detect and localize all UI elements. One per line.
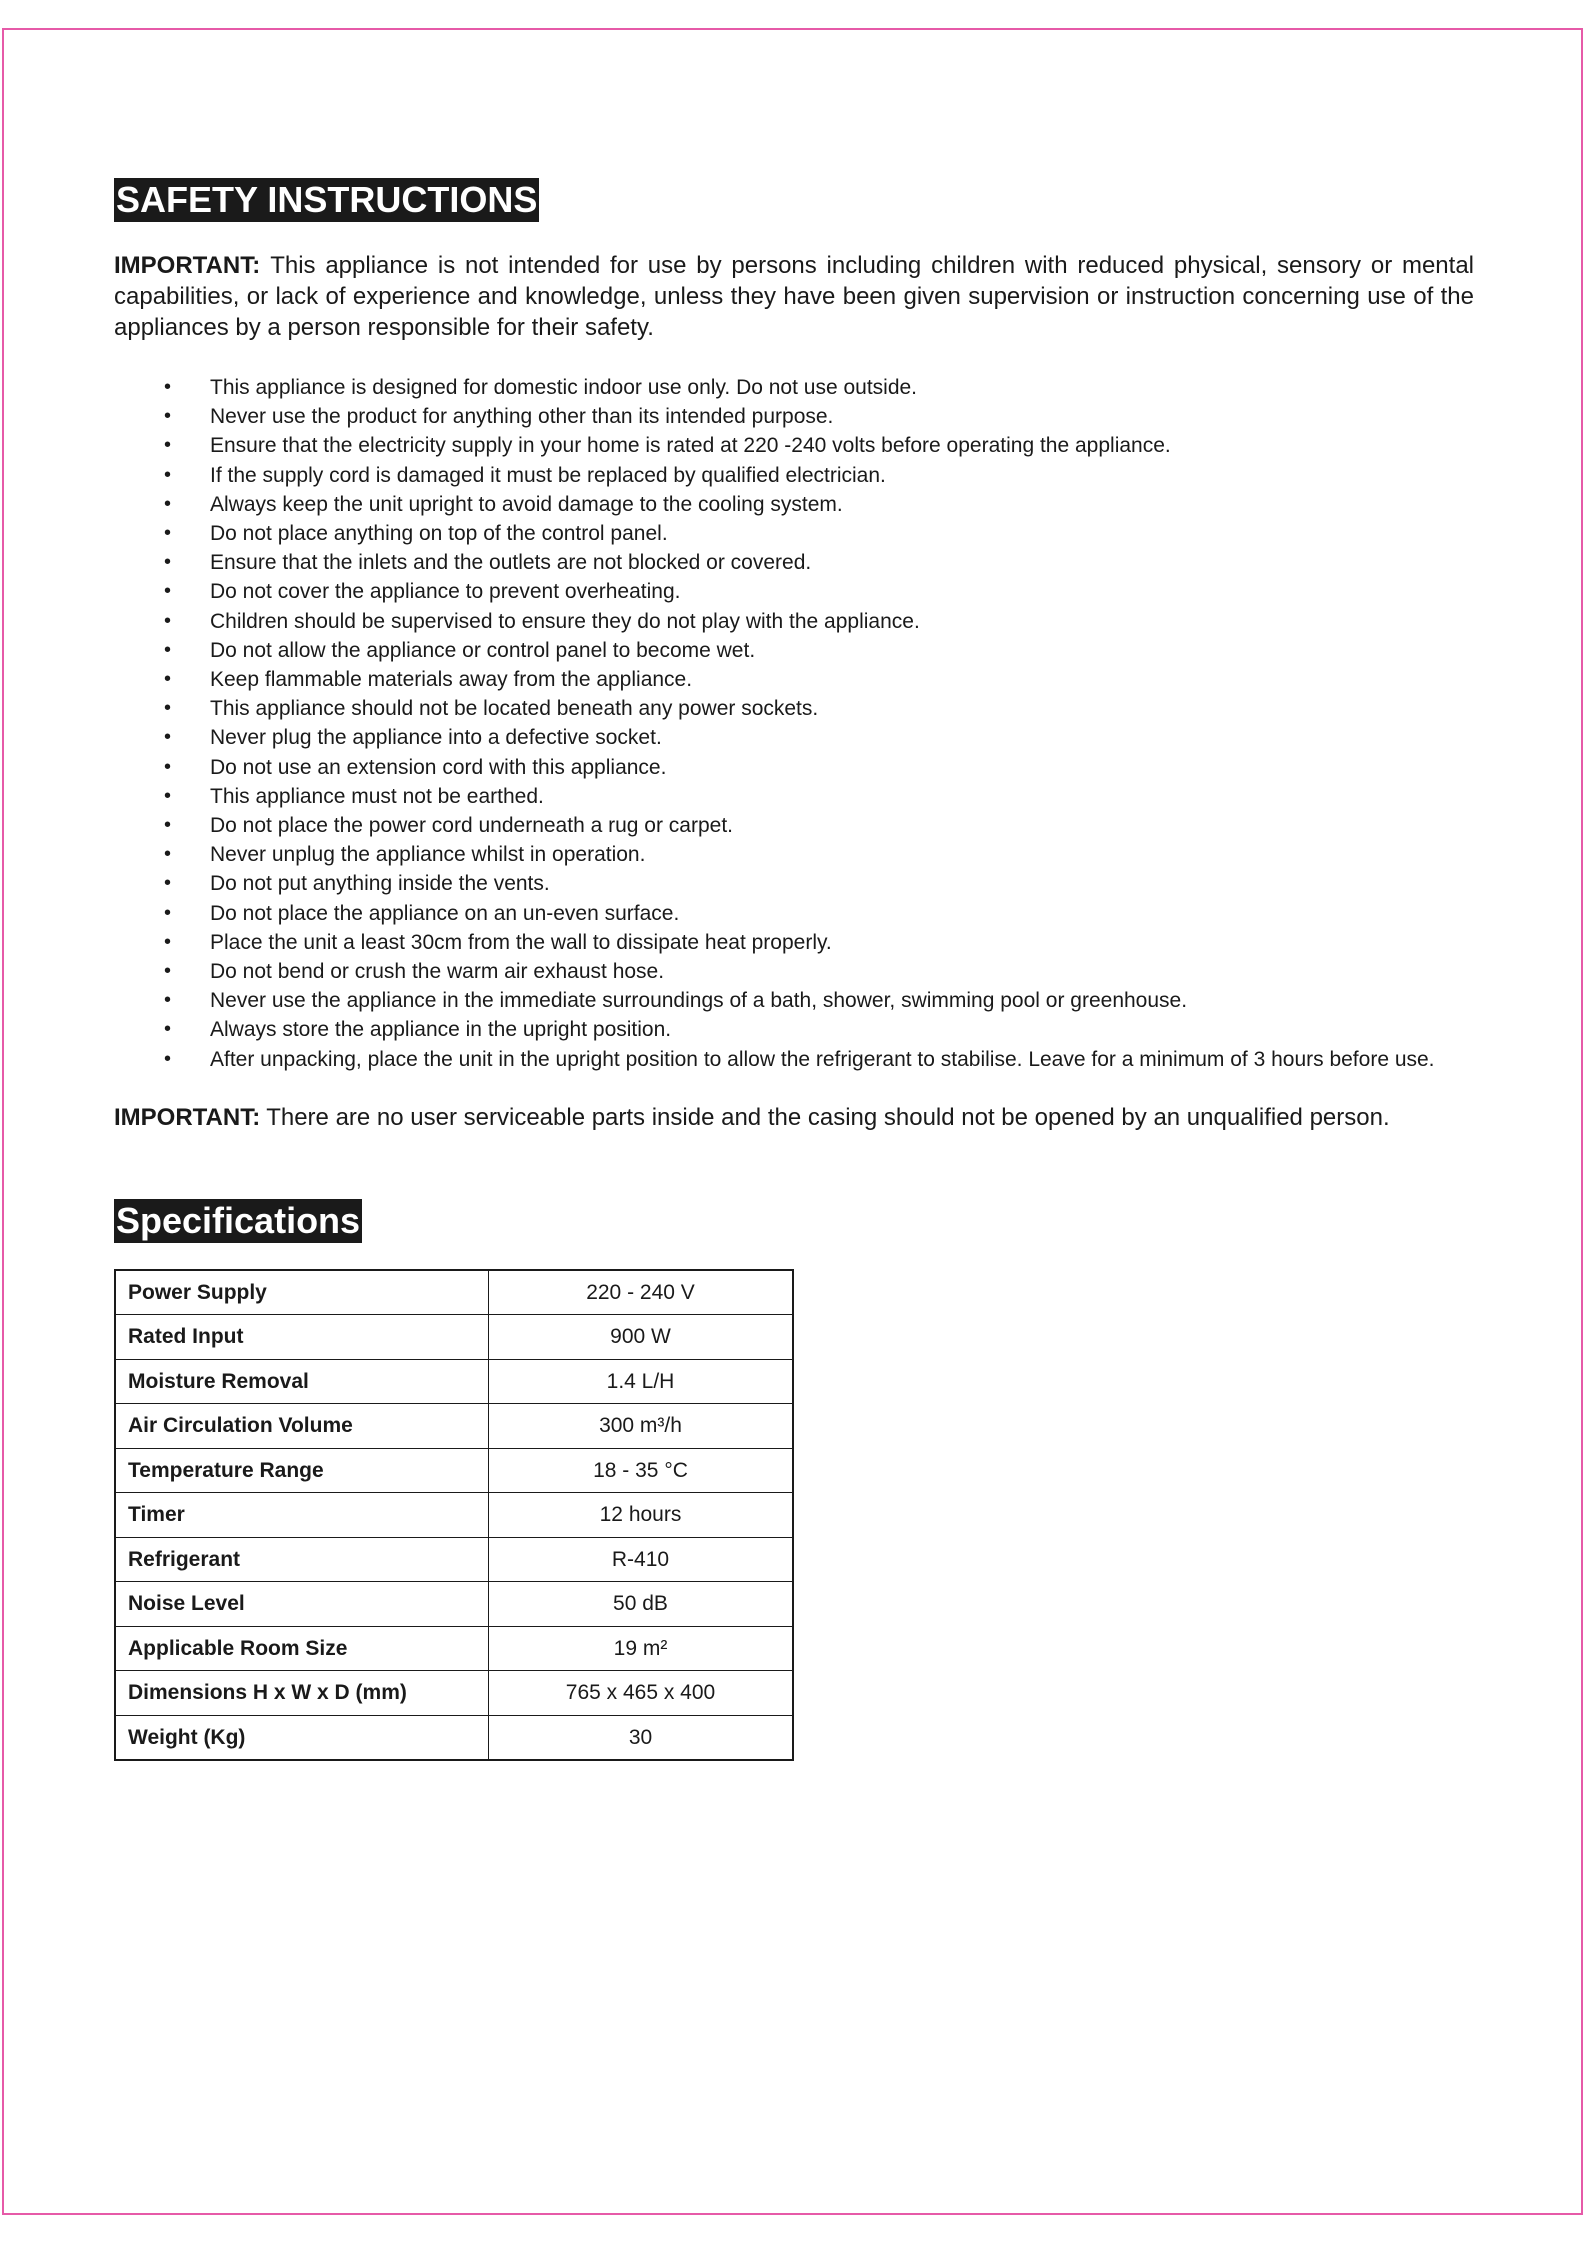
bullet-text: Keep flammable materials away from the appliance. [210, 668, 693, 692]
bullet-text: Always keep the unit upright to avoid damage to the cooling system. [210, 492, 843, 516]
bullet-text: Do not bend or crush the warm air exhaust hose. [210, 960, 665, 984]
bullet-text: Always store the appliance in the upright position. [210, 1018, 672, 1042]
spec-label: Dimensions H x W x D (mm) [115, 1671, 489, 1716]
spec-label: Applicable Room Size [115, 1626, 489, 1671]
bullet-item [114, 577, 1474, 606]
bullet-dot: • [164, 1018, 172, 1041]
bullet-dot: • [164, 609, 172, 632]
bullet-item [114, 840, 1474, 869]
bullet-item [114, 607, 1474, 636]
bullet-dot: • [164, 901, 172, 924]
bullet-dot: • [164, 697, 172, 720]
bullet-text: Do not use an extension cord with this appliance. [210, 755, 667, 779]
spec-label: Moisture Removal [115, 1359, 489, 1404]
bullet-item [114, 402, 1474, 431]
table-row [115, 1404, 793, 1449]
specifications-table-body [115, 1270, 793, 1761]
bullet-text: This appliance is designed for domestic indoor use only. Do not use outside. [210, 376, 918, 399]
bullet-dot: • [164, 492, 172, 515]
bullet-text: Never plug the appliance into a defective socket. [210, 726, 662, 750]
bullet-item [114, 723, 1474, 752]
spec-label: Power Supply [115, 1270, 489, 1315]
table-row [115, 1359, 793, 1404]
table-row [115, 1315, 793, 1360]
spec-label: Noise Level [115, 1582, 489, 1627]
spec-heading-wrap [114, 1199, 1474, 1243]
safety-note [114, 1102, 1474, 1133]
table-row [115, 1270, 793, 1315]
bullet-dot: • [164, 989, 172, 1012]
bullet-text: If the supply cord is damaged it must be replaced by qualified electrician. [210, 463, 886, 487]
bullet-text: Do not place the appliance on an un-even surface. [210, 901, 680, 925]
bullet-dot: • [164, 463, 172, 486]
bullet-item [114, 1045, 1474, 1074]
bullet-dot: • [164, 784, 172, 807]
bullet-dot: • [164, 843, 172, 866]
table-row [115, 1448, 793, 1493]
bullet-text: Do not cover the appliance to prevent overheating. [210, 580, 681, 604]
intro-text: This appliance is not intended for use by persons including children with reduced physical, sensory or mental capabilities, or lack of experience and knowledge, unless they have been given supervision or instruction concerning use of the appliances by a person responsible for their safety. [114, 252, 1474, 341]
bullet-dot: • [164, 551, 172, 574]
bullet-dot: • [164, 580, 172, 603]
safety-intro [114, 250, 1474, 343]
bullet-item [114, 519, 1474, 548]
table-row [115, 1537, 793, 1582]
bullet-dot: • [164, 755, 172, 778]
spec-value: 765 x 465 x 400 [489, 1671, 794, 1716]
bullet-text: Do not put anything inside the vents. [210, 872, 550, 896]
bullet-item [114, 957, 1474, 986]
bullet-dot: • [164, 638, 172, 661]
bullet-text: Do not place anything on top of the control panel. [210, 522, 668, 546]
bullet-item [114, 461, 1474, 490]
spec-value: 900 W [489, 1315, 794, 1360]
spec-value: 19 m² [489, 1626, 794, 1671]
table-row [115, 1582, 793, 1627]
table-row [115, 1715, 793, 1760]
intro-lead: IMPORTANT: [114, 252, 261, 279]
bullet-dot: • [164, 376, 172, 398]
spec-value: 18 - 35 °C [489, 1448, 794, 1493]
spec-label: Weight (Kg) [115, 1715, 489, 1760]
document-content [114, 178, 1474, 1761]
bullet-text: Do not allow the appliance or control panel to become wet. [210, 638, 756, 662]
bullet-item [114, 753, 1474, 782]
bullet-text: Never use the appliance in the immediate surroundings of a bath, shower, swimming pool or greenhouse. [210, 989, 1188, 1013]
specifications-heading: Specifications [116, 1199, 361, 1241]
table-row [115, 1671, 793, 1716]
bullet-item [114, 431, 1474, 460]
bullet-item [114, 899, 1474, 928]
bullet-item [114, 490, 1474, 519]
bullet-text: Children should be supervised to ensure they do not play with the appliance. [210, 609, 920, 633]
spec-label: Rated Input [115, 1315, 489, 1360]
bullet-text: Do not place the power cord underneath a rug or carpet. [210, 814, 733, 838]
spec-label: Timer [115, 1493, 489, 1538]
bullet-text: Place the unit a least 30cm from the wall to dissipate heat properly. [210, 930, 832, 954]
bullet-dot: • [164, 930, 172, 953]
bullet-item [114, 869, 1474, 898]
table-row [115, 1493, 793, 1538]
bullet-item [114, 548, 1474, 577]
bullet-item [114, 694, 1474, 723]
bullet-text: This appliance should not be located beneath any power sockets. [210, 697, 819, 721]
bullet-text: Never unplug the appliance whilst in operation. [210, 843, 646, 867]
bullet-dot: • [164, 726, 172, 749]
bullet-item [114, 373, 1474, 402]
bullet-item [114, 1015, 1474, 1044]
bullet-text: Never use the product for anything other than its intended purpose. [210, 405, 834, 429]
note-text: There are no user serviceable parts inside and the casing should not be opened by an unqualified person. [266, 1103, 1390, 1131]
bullet-text: Ensure that the inlets and the outlets are not blocked or covered. [210, 551, 812, 575]
safety-heading: SAFETY INSTRUCTIONS [116, 179, 538, 220]
bullet-dot: • [164, 522, 172, 545]
bullet-dot: • [164, 668, 172, 691]
bullet-item [114, 665, 1474, 694]
specifications-table [114, 1269, 794, 1762]
spec-value: R-410 [489, 1537, 794, 1582]
bullet-dot: • [164, 960, 172, 983]
bullet-item [114, 928, 1474, 957]
note-lead: IMPORTANT: [114, 1103, 261, 1131]
spec-label: Refrigerant [115, 1537, 489, 1582]
bullet-item [114, 636, 1474, 665]
spec-value: 12 hours [489, 1493, 794, 1538]
spec-value: 50 dB [489, 1582, 794, 1627]
bullet-dot: • [164, 872, 172, 895]
spec-label: Air Circulation Volume [115, 1404, 489, 1449]
spec-value: 30 [489, 1715, 794, 1760]
bullet-text: This appliance must not be earthed. [210, 784, 544, 808]
spec-value: 300 m³/h [489, 1404, 794, 1449]
bullet-item [114, 811, 1474, 840]
spec-label: Temperature Range [115, 1448, 489, 1493]
spec-value: 1.4 L/H [489, 1359, 794, 1404]
bullet-dot: • [164, 434, 172, 457]
bullet-dot: • [164, 814, 172, 837]
bullet-text: After unpacking, place the unit in the upright position to allow the refrigerant to stabilise. Leave for a minimum of 3 hours before use. [210, 1047, 1435, 1071]
bullet-item [114, 986, 1474, 1015]
bullet-dot: • [164, 405, 172, 428]
bullet-item [114, 782, 1474, 811]
spec-value: 220 - 240 V [489, 1270, 794, 1315]
table-row [115, 1626, 793, 1671]
bullet-dot: • [164, 1047, 172, 1070]
safety-bullet-list [114, 373, 1474, 1074]
bullet-text: Ensure that the electricity supply in your home is rated at 220 -240 volts before operating the appliance. [210, 434, 1171, 458]
